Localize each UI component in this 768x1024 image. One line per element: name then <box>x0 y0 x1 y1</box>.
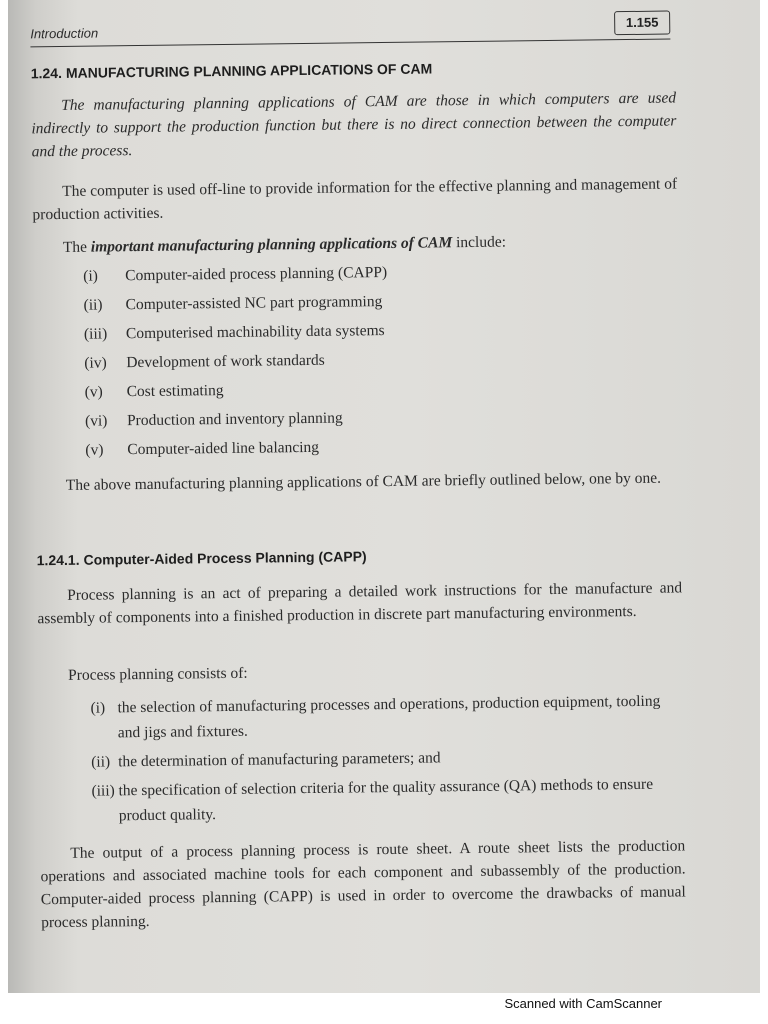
subsection-number: 1.24.1. <box>36 551 80 569</box>
consists-of-line: Process planning consists of: <box>68 664 248 684</box>
header-rule <box>30 39 670 48</box>
list-text: Production and inventory planning <box>126 409 343 430</box>
scanner-credit: Scanned with CamScanner <box>504 996 662 1011</box>
list-marker: (v) <box>84 383 103 401</box>
list-marker: (iii) <box>83 325 108 343</box>
list-marker: (vi) <box>84 412 108 430</box>
list-text: the specification of selection criteria for the quality assurance (QA) methods to ensure product quality. <box>118 775 654 825</box>
book-page <box>8 0 760 993</box>
list-marker: (ii) <box>91 753 111 771</box>
outline-paragraph: The above manufacturing planning applications of CAM are briefly outlined below, one by one. <box>65 469 662 494</box>
list-text: Computer-aided line balancing <box>127 438 320 459</box>
include-paragraph <box>33 228 678 259</box>
list-text: Computer-aided process planning (CAPP) <box>125 263 388 285</box>
include-emphasis: important manufacturing planning applications of CAM <box>90 234 453 256</box>
list-item <box>84 316 388 349</box>
section-heading <box>31 60 433 81</box>
list-text: Cost estimating <box>126 382 224 401</box>
list-text: Computer-assisted NC part programming <box>125 293 383 314</box>
list-text: the selection of manufacturing processes and operations, production equipment, tooling and jigs and fixtures. <box>117 692 661 742</box>
section-number: 1.24. <box>30 64 62 82</box>
list-item <box>85 403 389 436</box>
list-item <box>84 374 388 407</box>
list-marker: (iii) <box>91 782 115 800</box>
page-number-box: 1.155 <box>614 11 670 36</box>
list-item <box>90 688 686 745</box>
process-planning-definition: Process planning is an act of preparing a detailed work instructions for the manufacture and assembly of components into a finished production in discrete part manufacturing environments. <box>37 579 683 628</box>
offline-paragraph: The computer is used off-line to provide information for the effective planning and management of production activities. <box>32 175 678 224</box>
list-marker: (i) <box>83 267 98 285</box>
list-marker: (i) <box>90 699 106 717</box>
list-marker: (ii) <box>83 296 103 314</box>
subsection-title: Computer-Aided Process Planning (CAPP) <box>83 548 367 568</box>
subsection-heading <box>37 548 367 568</box>
list-item <box>91 771 687 828</box>
applications-list <box>83 258 389 465</box>
list-item <box>85 432 389 465</box>
running-header-chapter: Introduction <box>30 25 99 42</box>
list-text: Development of work standards <box>126 351 325 372</box>
section-title: MANUFACTURING PLANNING APPLICATIONS OF CAM <box>65 60 433 81</box>
list-marker: (v) <box>85 441 104 459</box>
include-prefix: The <box>62 238 91 256</box>
list-item <box>83 287 387 320</box>
scanned-page <box>8 0 760 993</box>
route-sheet-paragraph: The output of a process planning process is route sheet. A route sheet lists the production operations and associated machine tools for each component and subassembly of the production. Computer-aided process planning (CAPP) is used in order to overcome the drawbacks of manual process planning. <box>40 837 686 932</box>
include-suffix: include: <box>452 233 507 252</box>
process-planning-items <box>90 688 687 832</box>
list-text: Computerised machinability data systems <box>125 322 385 343</box>
list-text: the determination of manufacturing parameters; and <box>118 749 441 771</box>
section-intro-paragraph: The manufacturing planning applications of CAM are those in which computers are used indirectly to support the production function but there is no direct connection between the computer and the process. <box>31 89 677 161</box>
list-item <box>83 258 387 291</box>
list-item <box>91 742 686 774</box>
list-marker: (iv) <box>84 354 107 372</box>
list-item <box>84 345 388 378</box>
